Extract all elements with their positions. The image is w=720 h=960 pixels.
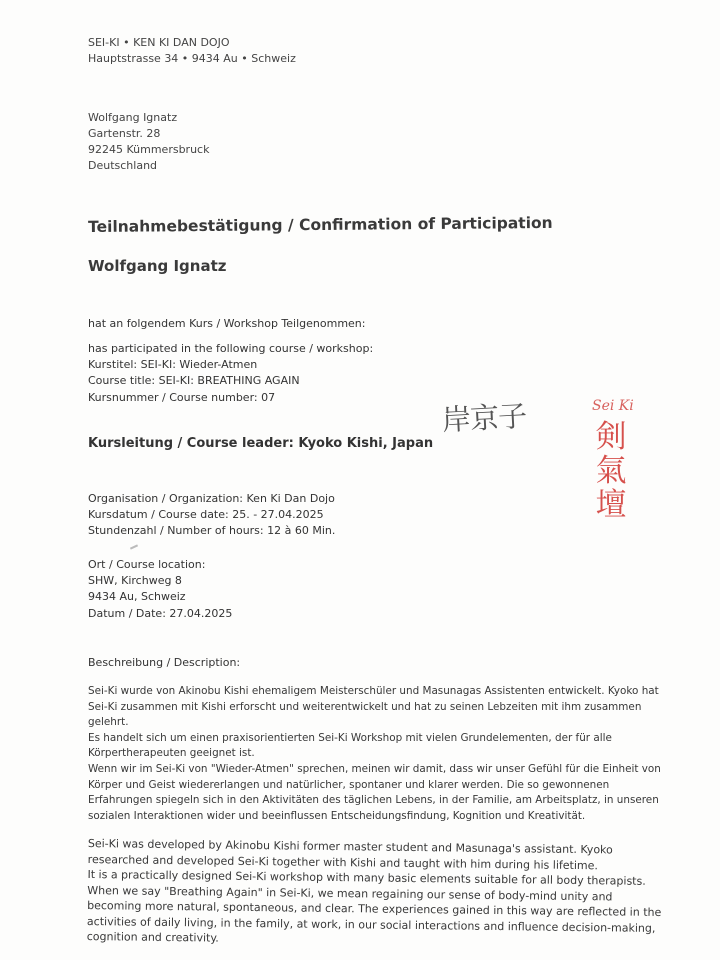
seal-kanji-2: 氣 xyxy=(595,453,627,489)
course-block xyxy=(88,341,373,406)
course-location xyxy=(88,557,232,622)
description-en-paragraph-1: Sei-Ki was developed by Akinobu Kishi former master student and Masunaga's assistant. Kyoko researched and developed Sei-Ki together with Kishi and taught with him during his lifetime. xyxy=(87,836,613,872)
course-leader: Kursleitung / Course leader: Kyoko Kishi, Japan xyxy=(88,436,434,451)
recipient-name: Wolfgang Ignatz xyxy=(88,111,178,124)
course-number: Kursnummer / Course number: 07 xyxy=(88,390,276,404)
course-hours: Stundenzahl / Number of hours: 12 à 60 Min. xyxy=(88,524,336,538)
location-venue: SHW, Kirchweg 8 xyxy=(88,574,182,588)
signature: 岸京子 xyxy=(441,398,527,438)
dojo-seal xyxy=(580,396,644,526)
description-en-paragraph-2: It is a practically designed Sei-Ki workshop with many basic elements suitable for all body therapists. xyxy=(87,867,646,888)
location-city: 9434 Au, Schweiz xyxy=(88,590,186,604)
sender-line-1: SEI-KI • KEN KI DAN DOJO xyxy=(88,36,230,49)
course-date: Kursdatum / Course date: 25. - 27.04.2025 xyxy=(88,508,324,522)
participated-en: has participated in the following course / workshop: xyxy=(88,342,374,355)
document-title: Teilnahmebestätigung / Confirmation of Participation xyxy=(88,213,553,236)
sender-line-2: Hauptstrasse 34 • 9434 Au • Schweiz xyxy=(88,52,296,65)
description-german xyxy=(88,684,666,824)
description-en-paragraph-3: When we say "Breathing Again" in Sei-Ki, we mean regaining our sense of body-mind unity and becoming more natural, spontaneous, and clear. The experiences gained in this way are reflected in the activities of daily living, in the family, at work, in our social interactions and influence decision-making, cognition and creativity. xyxy=(86,883,662,945)
description-de-paragraph-2: Es handelt sich um einen praxisorientierten Sei-Ki Workshop mit vielen Grundelementen, der für alle Körpertherapeuten geeignet ist. xyxy=(88,731,612,760)
description-english xyxy=(87,836,666,952)
organisation: Organisation / Organization: Ken Ki Dan Dojo xyxy=(88,492,335,505)
course-title-en: Course title: SEI-KI: BREATHING AGAIN xyxy=(88,374,300,388)
location-label: Ort / Course location: xyxy=(88,558,206,571)
description-heading: Beschreibung / Description: xyxy=(88,656,241,669)
course-details xyxy=(88,491,335,540)
recipient-address xyxy=(88,110,209,174)
course-title-de: Kurstitel: SEI-KI: Wieder-Atmen xyxy=(88,358,258,372)
description-de-paragraph-1: Sei-Ki wurde von Akinobu Kishi ehemaligem Meisterschüler und Masunagas Assistenten entwickelt. Kyoko hat Sei-Ki zusammen mit Kishi erforscht und weiterentwickelt und hat zu seinen Lebzeiten mit ihm zusammen gelehrt. xyxy=(88,685,659,729)
seal-latin-text: Sei Ki xyxy=(592,398,634,414)
participant-name: Wolfgang Ignatz xyxy=(88,257,227,275)
participated-de: hat an folgendem Kurs / Workshop Teilgenommen: xyxy=(88,317,366,330)
recipient-city: 92245 Kümmersbruck xyxy=(88,143,210,156)
seal-kanji-1: 剣 xyxy=(595,419,627,455)
description-de-paragraph-3: Wenn wir im Sei-Ki von "Wieder-Atmen" sprechen, meinen wir damit, dass wir unser Gefühl für die Einheit von Körper und Geist wiedererlangen und natürlicher, spontaner und klarer werden. Die so gewonnenen Erfahrungen spiegeln sich in den Aktivitäten des täglichen Lebens, in der Familie, am Arbeitsplatz, in unseren sozialen Interaktionen wider und beeinflussen Entscheidungsfindung, Kognition und Kreativität. xyxy=(88,762,661,822)
seal-kanji-3: 壇 xyxy=(595,487,627,523)
paper-speck xyxy=(130,544,138,549)
recipient-country: Deutschland xyxy=(88,159,158,172)
sender-address xyxy=(88,35,296,67)
recipient-street: Gartenstr. 28 xyxy=(88,127,161,140)
issue-date: Datum / Date: 27.04.2025 xyxy=(88,606,233,620)
